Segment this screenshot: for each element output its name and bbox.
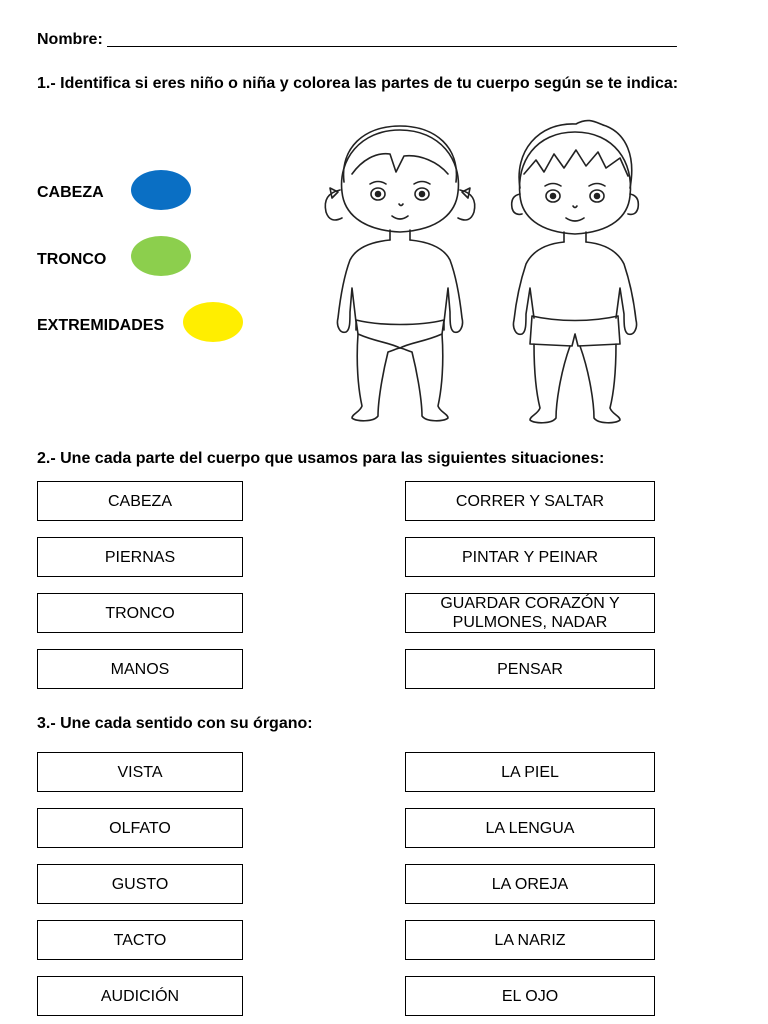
question-3-title: 3.- Une cada sentido con su órgano: bbox=[37, 715, 313, 732]
question-2-title: 2.- Une cada parte del cuerpo que usamos para las siguientes situaciones: bbox=[37, 450, 605, 467]
girl-figure[interactable] bbox=[325, 126, 474, 421]
boy-figure[interactable] bbox=[512, 121, 639, 423]
q2-body-part-box[interactable]: TRONCO bbox=[37, 593, 243, 633]
q3-sense-box[interactable]: GUSTO bbox=[37, 864, 243, 904]
q2-body-part-box[interactable]: PIERNAS bbox=[37, 537, 243, 577]
q2-situation-box[interactable]: GUARDAR CORAZÓN Y PULMONES, NADAR bbox=[405, 593, 655, 633]
legend-label-cabeza: CABEZA bbox=[37, 184, 104, 201]
q2-body-part-box[interactable]: MANOS bbox=[37, 649, 243, 689]
q3-organ-box[interactable]: LA LENGUA bbox=[405, 808, 655, 848]
q3-sense-box[interactable]: VISTA bbox=[37, 752, 243, 792]
q3-organ-box[interactable]: LA NARIZ bbox=[405, 920, 655, 960]
legend-label-extremidades: EXTREMIDADES bbox=[37, 317, 165, 334]
name-label: Nombre: bbox=[37, 31, 103, 48]
legend-swatch-yellow bbox=[183, 302, 243, 342]
q2-situation-box[interactable]: PINTAR Y PEINAR bbox=[405, 537, 655, 577]
q2-situation-box[interactable]: PENSAR bbox=[405, 649, 655, 689]
legend-swatch-green bbox=[131, 236, 191, 276]
q3-organ-box[interactable]: EL OJO bbox=[405, 976, 655, 1016]
question-1-title: 1.- Identifica si eres niño o niña y colorea las partes de tu cuerpo según se te indica: bbox=[37, 75, 679, 92]
q3-organ-box[interactable]: LA OREJA bbox=[405, 864, 655, 904]
legend-swatch-blue bbox=[131, 170, 191, 210]
children-body-illustration bbox=[300, 112, 690, 434]
name-line bbox=[37, 31, 677, 49]
q3-organ-box[interactable]: LA PIEL bbox=[405, 752, 655, 792]
name-blank[interactable]: ________________________________________________________________ bbox=[107, 31, 677, 48]
q3-sense-box[interactable]: TACTO bbox=[37, 920, 243, 960]
q2-situation-box[interactable]: CORRER Y SALTAR bbox=[405, 481, 655, 521]
q2-body-part-box[interactable]: CABEZA bbox=[37, 481, 243, 521]
q3-sense-box[interactable]: AUDICIÓN bbox=[37, 976, 243, 1016]
legend-label-tronco: TRONCO bbox=[37, 251, 107, 268]
q3-sense-box[interactable]: OLFATO bbox=[37, 808, 243, 848]
